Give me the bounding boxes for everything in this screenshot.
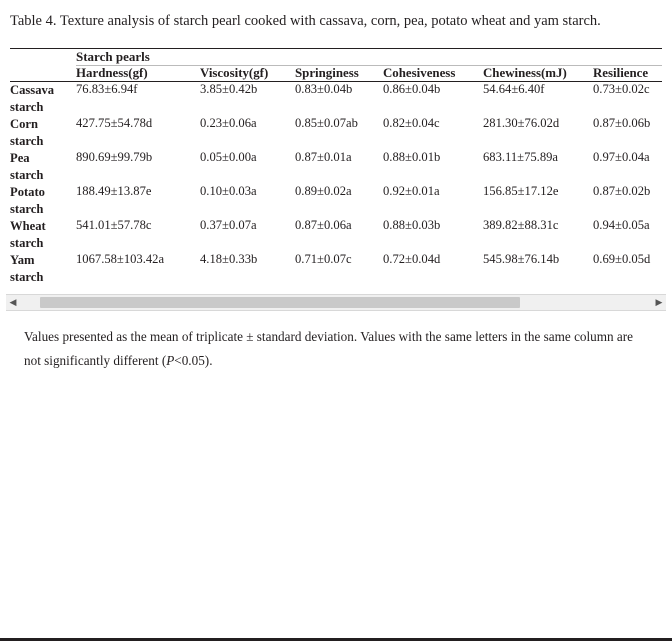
cell-springiness: 0.89±0.02a bbox=[295, 184, 352, 199]
cell-springiness: 0.85±0.07ab bbox=[295, 116, 358, 131]
cell-cohesiveness: 0.86±0.04b bbox=[383, 82, 441, 97]
cell-cohesiveness: 0.88±0.03b bbox=[383, 218, 441, 233]
table-row bbox=[10, 150, 662, 184]
cell-springiness: 0.87±0.01a bbox=[295, 150, 352, 165]
cell-viscosity: 0.37±0.07a bbox=[200, 218, 257, 233]
table-row bbox=[10, 116, 662, 150]
cell-springiness: 0.87±0.06a bbox=[295, 218, 352, 233]
table-row bbox=[10, 252, 662, 286]
row-label-potato bbox=[10, 184, 76, 218]
row-label-line1: Cassava bbox=[10, 83, 55, 98]
cell-hardness: 427.75±54.78d bbox=[76, 116, 153, 131]
cell-chewiness: 683.11±75.89a bbox=[483, 150, 559, 165]
cell-chewiness: 545.98±76.14b bbox=[483, 252, 560, 267]
cell-viscosity: 3.85±0.42b bbox=[200, 82, 258, 97]
group-header-label: Starch pearls bbox=[76, 49, 662, 66]
cell-hardness: 890.69±99.79b bbox=[76, 150, 153, 165]
cell-hardness: 188.49±13.87e bbox=[76, 184, 152, 199]
cell-viscosity: 0.10±0.03a bbox=[200, 184, 257, 199]
cell-chewiness: 389.82±88.31c bbox=[483, 218, 559, 233]
group-header-spacer bbox=[10, 49, 76, 66]
cell-cohesiveness: 0.92±0.01a bbox=[383, 184, 440, 199]
table-row bbox=[10, 184, 662, 218]
table-row bbox=[10, 82, 662, 117]
texture-analysis-table bbox=[10, 48, 662, 286]
row-label-line2: starch bbox=[10, 270, 44, 285]
scroll-right-arrow-icon[interactable]: ▶ bbox=[655, 297, 663, 308]
cell-hardness: 541.01±57.78c bbox=[76, 218, 152, 233]
row-label-line1: Pea bbox=[10, 151, 30, 166]
cell-springiness: 0.83±0.04b bbox=[295, 82, 353, 97]
table-footnote bbox=[24, 325, 648, 371]
cell-hardness: 76.83±6.94f bbox=[76, 82, 138, 97]
row-label-line2: starch bbox=[10, 134, 44, 149]
cell-cohesiveness: 0.72±0.04d bbox=[383, 252, 441, 267]
row-label-wheat bbox=[10, 218, 76, 252]
footnote-part1: Values presented as the mean of triplicate ± standard deviation. Values with the same letters in the same column are not significantly different ( bbox=[24, 329, 634, 368]
column-header-blank bbox=[10, 66, 76, 82]
row-label-line2: starch bbox=[10, 236, 44, 251]
row-label-cassava bbox=[10, 82, 76, 117]
scroll-left-arrow-icon[interactable]: ◀ bbox=[9, 297, 17, 308]
scrollbar-thumb[interactable] bbox=[40, 297, 520, 308]
cell-chewiness: 281.30±76.02d bbox=[483, 116, 560, 131]
row-label-corn bbox=[10, 116, 76, 150]
cell-resilience: 0.87±0.06b bbox=[593, 116, 651, 131]
row-label-line1: Corn bbox=[10, 117, 38, 132]
row-label-line2: starch bbox=[10, 202, 44, 217]
cell-resilience: 0.94±0.05a bbox=[593, 218, 650, 233]
cell-resilience: 0.69±0.05d bbox=[593, 252, 651, 267]
cell-viscosity: 0.23±0.06a bbox=[200, 116, 257, 131]
row-label-line1: Wheat bbox=[10, 219, 46, 234]
cell-cohesiveness: 0.82±0.04c bbox=[383, 116, 440, 131]
column-header-viscosity: Viscosity(gf) bbox=[200, 66, 295, 82]
cell-hardness: 1067.58±103.42a bbox=[76, 252, 165, 267]
column-header-springiness: Springiness bbox=[295, 66, 383, 82]
row-label-line2: starch bbox=[10, 168, 44, 183]
cell-viscosity: 0.05±0.00a bbox=[200, 150, 257, 165]
cell-resilience: 0.73±0.02c bbox=[593, 82, 650, 97]
table-group-header-row bbox=[10, 49, 662, 66]
row-label-line2: starch bbox=[10, 100, 44, 115]
cell-springiness: 0.71±0.07c bbox=[295, 252, 352, 267]
cell-chewiness: 156.85±17.12e bbox=[483, 184, 559, 199]
footnote-part2: <0.05). bbox=[174, 352, 213, 368]
table-caption: Table 4. Texture analysis of starch pearl cooked with cassava, corn, pea, potato wheat and yam starch. bbox=[10, 13, 601, 29]
row-label-yam bbox=[10, 252, 76, 286]
cell-viscosity: 4.18±0.33b bbox=[200, 252, 258, 267]
table-scroll-container[interactable] bbox=[10, 48, 662, 286]
cell-chewiness: 54.64±6.40f bbox=[483, 82, 545, 97]
cell-resilience: 0.87±0.02b bbox=[593, 184, 651, 199]
scrollbar-track[interactable] bbox=[20, 296, 652, 309]
column-header-chewiness: Chewiness(mJ) bbox=[483, 66, 593, 82]
cell-cohesiveness: 0.88±0.01b bbox=[383, 150, 441, 165]
horizontal-scrollbar[interactable] bbox=[6, 294, 666, 311]
cell-resilience: 0.97±0.04a bbox=[593, 150, 650, 165]
column-header-cohesiveness: Cohesiveness bbox=[383, 66, 483, 82]
footnote-p-value-symbol: P bbox=[166, 352, 175, 368]
column-header-hardness: Hardness(gf) bbox=[76, 66, 200, 82]
table-row bbox=[10, 218, 662, 252]
row-label-line1: Potato bbox=[10, 185, 45, 200]
row-label-pea bbox=[10, 150, 76, 184]
row-label-line1: Yam bbox=[10, 253, 35, 268]
table-header-row bbox=[10, 66, 662, 82]
column-header-resilience: Resilience bbox=[593, 66, 662, 82]
